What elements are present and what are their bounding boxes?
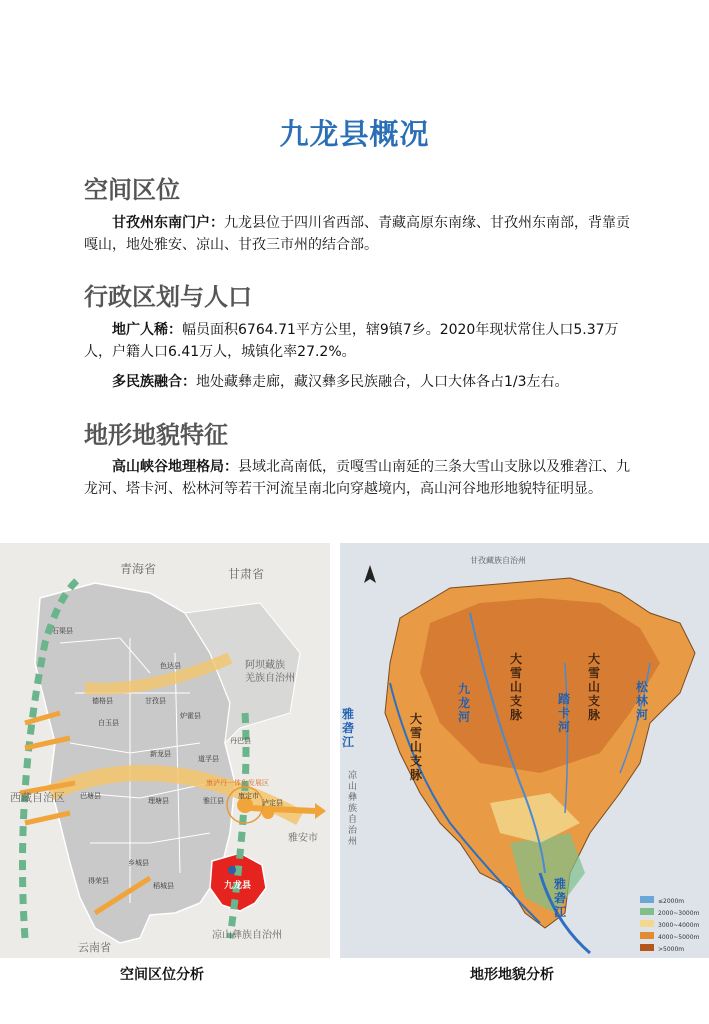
place-label: 道孚县 [198, 755, 219, 763]
label-jiulong: 九龙县 [224, 881, 252, 891]
place-label: 泸定县 [262, 799, 283, 807]
luding-dot [262, 807, 274, 819]
location-map [0, 543, 330, 958]
legend-label: 3000~4000m [658, 922, 700, 929]
legend-swatch [640, 944, 654, 951]
label-liangshan: 凉山彝族自治州 [212, 930, 282, 941]
paragraph-location [84, 212, 632, 256]
terrain-map [340, 543, 709, 958]
label-yaan: 雅安市 [288, 833, 318, 844]
river-label: 踏卡河 [558, 692, 571, 734]
paragraph-ethnic [84, 371, 632, 393]
label-qinghai: 青海省 [120, 562, 157, 576]
legend-label: 4000~5000m [658, 934, 700, 941]
legend-swatch [640, 920, 654, 927]
section-heading-admin: 行政区划与人口 [84, 283, 252, 311]
river-label: 松林河 [636, 680, 649, 722]
place-label: 稻城县 [153, 882, 174, 890]
legend-label: 2000~3000m [658, 910, 700, 917]
place-label: 德格县 [92, 697, 113, 705]
location-map-svg [0, 543, 330, 958]
place-label: 得荣县 [88, 877, 109, 885]
river-label: 雅砻江 [554, 877, 567, 919]
paragraph-lead: 多民族融合： [112, 374, 196, 390]
place-label: 丹巴县 [230, 737, 251, 745]
place-label: 巴塘县 [80, 792, 101, 800]
east-arrow [250, 808, 315, 811]
legend-swatch [640, 932, 654, 939]
place-label: 理塘县 [148, 797, 169, 805]
caption-location-map: 空间区位分析 [120, 967, 204, 983]
legend-swatch [640, 908, 654, 915]
label-west-group [348, 770, 358, 847]
legend-swatch [640, 896, 654, 903]
label-aba: 阿坝藏族羌族自治州 [245, 660, 295, 684]
label-gansu: 甘肃省 [228, 567, 265, 581]
river-label: 雅砻江 [342, 707, 355, 749]
place-label: 白玉县 [98, 719, 119, 727]
place-label: 石渠县 [52, 627, 73, 635]
paragraph-terrain [84, 456, 632, 500]
place-label: 康定市 [238, 792, 259, 800]
river-label: 九龙河 [458, 682, 471, 724]
terrain-map-svg [340, 543, 709, 958]
place-label: 色达县 [160, 662, 181, 670]
mountain-label: 大雪山支脉 [410, 712, 423, 782]
page-title: 九龙县概况 [279, 117, 430, 151]
place-label: 乡城县 [128, 859, 149, 867]
place-label: 雅江县 [203, 797, 224, 805]
paragraph-lead: 高山峡谷地理格局： [112, 459, 238, 475]
paragraph-text: 幅员面积6764.71平方公里，辖9镇7乡。2020年现状常住人口5.37万人，户籍人口6.41万人，城镇化率27.2%。 [84, 322, 619, 360]
place-label: 炉霍县 [180, 712, 201, 720]
place-label: 甘孜县 [145, 697, 166, 705]
paragraph-lead: 甘孜州东南门户： [112, 215, 224, 231]
mountain-label: 大雪山支脉 [510, 652, 523, 722]
label-north: 甘孜藏族自治州 [470, 556, 526, 565]
label-yunnan: 云南省 [78, 941, 111, 954]
label-west: 凉山彝族自治州 [348, 771, 358, 847]
label-corridor: 康泸丹一体化发展区 [206, 779, 269, 787]
section-heading-terrain: 地形地貌特征 [84, 421, 228, 449]
mountain-label: 大雪山支脉 [588, 652, 601, 722]
jiulong-dot [228, 866, 236, 874]
section-heading-location: 空间区位 [84, 176, 180, 204]
legend-label: ≤2000m [658, 898, 685, 905]
place-label: 新龙县 [150, 750, 171, 758]
paragraph-text: 县域北高南低，贡嘎雪山南延的三条大雪山支脉以及雅砻江、九龙河、塔卡河、松林河等若干河流呈南北向穿越境内，高山河谷地形地貌特征明显。 [84, 459, 630, 497]
caption-terrain-map: 地形地貌分析 [470, 967, 554, 983]
paragraph-text: 地处藏彝走廊，藏汉彝多民族融合，人口大体各占1/3左右。 [196, 374, 569, 390]
paragraph-area [84, 319, 632, 363]
label-xizang: 西藏自治区 [10, 791, 65, 804]
legend-label: >5000m [658, 946, 685, 953]
paragraph-text: 九龙县位于四川省西部、青藏高原东南缘、甘孜州东南部，背靠贡嘎山，地处雅安、凉山、甘孜三市州的结合部。 [84, 215, 630, 253]
paragraph-lead: 地广人稀： [112, 322, 182, 338]
